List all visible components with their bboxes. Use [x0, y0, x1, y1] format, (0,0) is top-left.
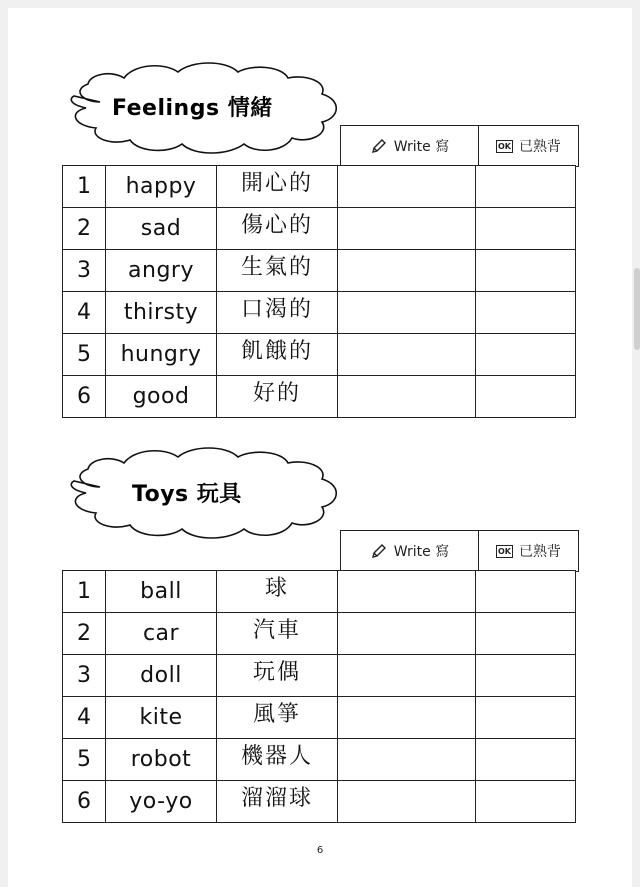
- write-column-header: [341, 126, 478, 166]
- row-number: 3: [63, 250, 106, 292]
- scrollbar[interactable]: [634, 268, 640, 350]
- chinese-word: 生氣的: [217, 250, 338, 292]
- table-row: [63, 292, 576, 334]
- toys-title-cloud: [60, 445, 345, 545]
- ok-icon: OK: [498, 141, 511, 151]
- feelings-title-cloud: [60, 60, 345, 160]
- memorized-cell[interactable]: [476, 376, 576, 418]
- table-row: [63, 739, 576, 781]
- pencil-icon: [370, 542, 388, 560]
- memorized-cell[interactable]: [476, 613, 576, 655]
- english-word: kite: [106, 697, 217, 739]
- write-cell[interactable]: [338, 166, 476, 208]
- vocab-table-toys: [62, 570, 576, 823]
- chinese-word: 風箏: [217, 697, 338, 739]
- memorized-cell[interactable]: [476, 250, 576, 292]
- table-row: [63, 208, 576, 250]
- english-word: doll: [106, 655, 217, 697]
- english-word: happy: [106, 166, 217, 208]
- row-number: 5: [63, 334, 106, 376]
- table-row: [63, 334, 576, 376]
- chinese-word: 開心的: [217, 166, 338, 208]
- write-cell[interactable]: [338, 250, 476, 292]
- page-number: 6: [316, 845, 324, 856]
- memorized-cell[interactable]: [476, 739, 576, 781]
- memorized-cell[interactable]: [476, 571, 576, 613]
- write-cell[interactable]: [338, 571, 476, 613]
- english-word: sad: [106, 208, 217, 250]
- memorized-label: 已熟背: [519, 139, 561, 155]
- row-number: 2: [63, 208, 106, 250]
- row-number: 5: [63, 739, 106, 781]
- memorized-cell[interactable]: [476, 166, 576, 208]
- english-word: car: [106, 613, 217, 655]
- memorized-column-header: [478, 126, 578, 166]
- row-number: 2: [63, 613, 106, 655]
- write-label: Write 寫: [393, 544, 450, 560]
- write-cell[interactable]: [338, 739, 476, 781]
- row-number: 4: [63, 697, 106, 739]
- chinese-word: 溜溜球: [217, 781, 338, 823]
- chinese-word: 機器人: [217, 739, 338, 781]
- write-column-header: [341, 531, 478, 571]
- row-number: 6: [63, 781, 106, 823]
- table-row: [63, 571, 576, 613]
- table-row: [63, 166, 576, 208]
- vocab-table-feelings: [62, 165, 576, 418]
- table-row: [63, 376, 576, 418]
- write-label: Write 寫: [393, 139, 450, 155]
- table-row: [63, 697, 576, 739]
- write-cell[interactable]: [338, 208, 476, 250]
- write-cell[interactable]: [338, 613, 476, 655]
- chinese-word: 好的: [217, 376, 338, 418]
- memorized-cell[interactable]: [476, 334, 576, 376]
- table-row: [63, 613, 576, 655]
- english-word: thirsty: [106, 292, 217, 334]
- row-number: 3: [63, 655, 106, 697]
- section-title: Toys 玩具: [132, 482, 242, 507]
- table-row: [63, 655, 576, 697]
- ok-icon: OK: [498, 546, 511, 556]
- chinese-word: 口渴的: [217, 292, 338, 334]
- row-number: 4: [63, 292, 106, 334]
- write-cell[interactable]: [338, 655, 476, 697]
- table-header: [340, 125, 579, 167]
- chinese-word: 球: [217, 571, 338, 613]
- row-number: 1: [63, 166, 106, 208]
- english-word: good: [106, 376, 217, 418]
- table-row: [63, 781, 576, 823]
- write-cell[interactable]: [338, 292, 476, 334]
- write-cell[interactable]: [338, 781, 476, 823]
- write-cell[interactable]: [338, 334, 476, 376]
- row-number: 1: [63, 571, 106, 613]
- table-row: [63, 250, 576, 292]
- english-word: yo-yo: [106, 781, 217, 823]
- chinese-word: 汽車: [217, 613, 338, 655]
- write-cell[interactable]: [338, 376, 476, 418]
- write-cell[interactable]: [338, 697, 476, 739]
- section-title: Feelings 情緒: [112, 96, 273, 121]
- chinese-word: 玩偶: [217, 655, 338, 697]
- english-word: robot: [106, 739, 217, 781]
- memorized-cell[interactable]: [476, 781, 576, 823]
- memorized-cell[interactable]: [476, 292, 576, 334]
- english-word: hungry: [106, 334, 217, 376]
- pencil-icon: [370, 137, 388, 155]
- row-number: 6: [63, 376, 106, 418]
- chinese-word: 飢餓的: [217, 334, 338, 376]
- memorized-cell[interactable]: [476, 655, 576, 697]
- chinese-word: 傷心的: [217, 208, 338, 250]
- memorized-cell[interactable]: [476, 697, 576, 739]
- english-word: ball: [106, 571, 217, 613]
- english-word: angry: [106, 250, 217, 292]
- memorized-cell[interactable]: [476, 208, 576, 250]
- table-header: [340, 530, 579, 572]
- memorized-column-header: [478, 531, 578, 571]
- memorized-label: 已熟背: [519, 544, 561, 560]
